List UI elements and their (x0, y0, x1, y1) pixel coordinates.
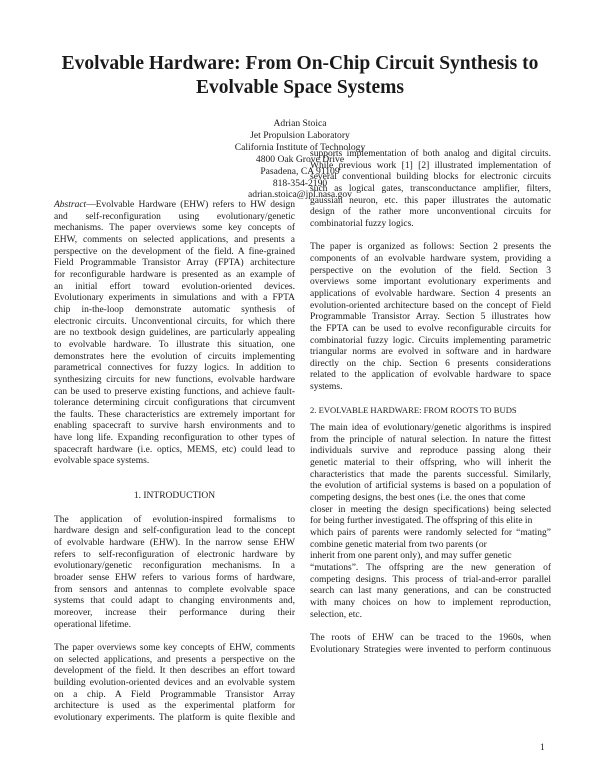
text-line: building evolution-oriented devices and an evolvable system (54, 677, 295, 688)
paragraph-last-line: systems. (310, 382, 343, 393)
right-column (310, 149, 551, 656)
text-line: Field Programmable Transistor Array (FPTA) architecture (54, 258, 295, 269)
text-line: competing designs. This process of trial-and-error parallel (310, 574, 551, 585)
text-line: Evolutionary experiments in simulations and with a FPTA (54, 293, 295, 304)
text-line: evolutionary/genetic reconfiguration mechanisms. In a (54, 561, 295, 572)
text-line: characteristics that made the parents successful. Similarly, (310, 469, 551, 480)
text-line: tolerance determining circuit configurations that circumvent (54, 398, 295, 409)
paragraph-lines (310, 563, 551, 610)
section-2-paragraph-1 (310, 423, 551, 621)
text-line: to evolvable hardware. To illustrate this situation, one (54, 339, 295, 350)
paragraph-line: combine genetic material from two parents (or (310, 539, 487, 550)
text-line: the FPTA can be used to evolve reconfigurable circuits for (310, 323, 551, 334)
text-line: search can last many generations, and can be constructed (310, 586, 551, 597)
section-1-paragraph-2 (54, 643, 295, 725)
section-1-heading (54, 491, 295, 503)
text-line: with many choices on how to implement reproduction, (310, 597, 551, 608)
author-institute: California Institute of Technology (234, 141, 366, 153)
abstract-last-line: evolvable space systems. (54, 456, 150, 467)
text-line: systems that could adapt to changing environments and, (54, 596, 295, 607)
text-line: from the principle of natural selection. In nature the fittest (310, 434, 551, 445)
section-number: 1. (133, 491, 144, 502)
text-line: enabling spacecraft to survive harsh environments and to (54, 421, 295, 432)
text-line: electronic circuits. Unconventional circuits, for which there (54, 316, 295, 327)
text-line: components of an evolvable hardware system, providing a (310, 253, 551, 264)
section-2-paragraph-2 (310, 633, 551, 656)
text-line: evolution-oriented architecture based on the concept of Field (310, 300, 551, 311)
text-line: synthesizing circuits for new functions, evolvable hardware (54, 374, 295, 385)
paragraph-last-line: selection, etc. (310, 609, 362, 620)
paragraph-lines (54, 643, 295, 725)
text-line: The main idea of evolutionary/genetic algorithms is inspired (310, 423, 551, 434)
author-phone: 818-354-2190 (272, 177, 328, 189)
section-title-rest: : FROM ROOTS TO BUDS (419, 405, 517, 416)
text-line: related to the application of evolvable hardware to space (310, 370, 551, 381)
paragraph-line: competing designs, the best ones (i.e. the ones that come (310, 493, 526, 504)
section-title-rest: NTRODUCTION (146, 491, 216, 502)
text-line: genetic material to their offspring, who will inherit the (310, 458, 551, 469)
text-line: chip in-the-loop demonstrate automatic synthesis of (54, 304, 295, 315)
text-line: mechanisms. The paper overviews some key concepts of (54, 223, 295, 234)
paragraph-lines (310, 633, 551, 656)
paragraph-last-line: operational lifetime. (54, 619, 132, 630)
text-line: refers to self-reconfiguration of electronic hardware by (54, 549, 295, 560)
paragraph-lines (310, 505, 551, 517)
text-line: “mutations”. The offspring are the new generation of (310, 562, 551, 573)
text-line: design of the rather more unconventional circuits for (310, 207, 551, 218)
text-line: such as logical gates, transconductance amplifier, filters, (310, 183, 551, 194)
paragraph-lines (310, 423, 551, 493)
text-line: perspective on the evolution of the field. Section 3 (310, 265, 551, 276)
text-line: for reconfigurable hardware is presented as an example of (54, 269, 295, 280)
paragraph-lines (54, 515, 295, 620)
text-line: of evolvable hardware (EHW). In the narrow sense EHW (54, 538, 295, 549)
text-line: closer in meeting the design specifications) being selected (310, 504, 551, 515)
text-line: demonstrates here the evolution of circuits implementing (54, 351, 295, 362)
author-city: Pasadena, CA 91109 (260, 165, 340, 177)
paragraph-lines (310, 149, 551, 219)
text-line: triangular norms are evolved in software and in hardware (310, 347, 551, 358)
text-line: and self-reconfiguration using evolutionary/genetic (54, 211, 295, 222)
text-line: perspective on the development of the field. A fine-grained (54, 246, 295, 257)
section-number: 2. (310, 405, 319, 416)
section-title-initial: E (318, 405, 324, 416)
paragraph-last-line: combinatorial fuzzy logics. (310, 218, 414, 229)
text-line: individuals survive and reproduce passing along their (310, 446, 551, 457)
text-line: have long life. Expanding reconfiguration to other types of (54, 433, 295, 444)
text-line: moreover, increase their performance during their (54, 607, 295, 618)
intro-continued-paragraph (310, 149, 551, 231)
text-line: broader sense EHW refers to various forms of hardware, (54, 573, 295, 583)
text-line: on a chip. A Field Programmable Transistor Array (54, 689, 295, 700)
section-2-heading (310, 405, 551, 417)
abstract-body (54, 212, 295, 457)
text-line: applications of evolvable hardware. Section 4 presents an (310, 288, 551, 299)
text-line: supports implementation of both analog and digital circuits. (310, 149, 551, 159)
text-line: EHW, comments on selected applications, and presents a (54, 234, 295, 245)
author-street: 4800 Oak Grove Drive (255, 153, 345, 165)
text-line: evolutionary experiments. The platform is quite flexible and (54, 712, 295, 723)
text-line: architecture is used as the experimental platform for (54, 701, 295, 712)
abstract-text: —Evolvable Hardware (EHW) refers to HW design (86, 200, 295, 210)
author-name: Adrian Stoica (273, 118, 327, 129)
title-line: Evolvable Space Systems (195, 77, 404, 98)
section-title-mid: VOLVABLE HARDWARE (323, 405, 420, 416)
text-line: The paper overviews some key concepts of EHW, comments (54, 642, 295, 653)
abstract-label: Abstract (54, 200, 87, 210)
text-line: combinatorial fuzzy logic. Circuits implementing parametric (310, 335, 551, 346)
author-email: adrian.stoica@jpl.nasa.gov (248, 189, 352, 201)
text-line: directly on the chip. Section 6 presents considerations (310, 358, 551, 369)
text-line: development of the field. It then describes an effort toward (54, 666, 295, 677)
text-line: can be used to preserve existing functions, and achieve fault- (54, 386, 295, 397)
abstract (54, 200, 295, 468)
text-line: the faults. These characteristics are extremely important for (54, 409, 295, 420)
paper-title (40, 52, 560, 100)
text-line: spacecraft hardware (i.e. optics, MEMS, etc) could lead to (54, 444, 295, 455)
abstract-first-line (54, 200, 295, 212)
text-line: The roots of EHW can be traced to the 1960s, when (310, 632, 551, 643)
text-line: The application of evolution-inspired formalisms to (54, 514, 295, 525)
section-title-initial: I (143, 491, 147, 502)
text-line: The paper is organized as follows: Section 2 presents the (310, 242, 551, 253)
text-line: overviews some important evolutionary experiments and (310, 277, 551, 288)
paragraph-lines (310, 242, 551, 382)
text-line: parametrical connectives for fuzzy logics. In addition to (54, 363, 295, 374)
title-line: Evolvable Hardware: From On-Chip Circuit Synthesis to (61, 53, 539, 74)
text-line: the evolution of artificial systems is based on a population of (310, 481, 551, 492)
paragraph-line: for being further investigated. The offspring of this elite in (310, 516, 533, 527)
text-line: an initial effort toward evolution-oriented devices. (54, 281, 295, 292)
text-line: Programmable Transistor Array. Section 5 illustrates how (310, 312, 551, 323)
paragraph-lines (310, 528, 551, 540)
text-line: from sensors and antennas to complete evolvable space (54, 584, 295, 595)
section-1-paragraph-1 (54, 515, 295, 632)
page-number: 1 (540, 743, 545, 753)
text-line: gaussian neuron, etc. this paper illustrates the automatic (310, 195, 551, 206)
author-affiliation: Jet Propulsion Laboratory (250, 129, 350, 141)
organization-paragraph (310, 242, 551, 394)
text-line: on selected applications, and presents a perspective on the (54, 654, 295, 665)
text-line: hardware design and self-configuration lead to the concept (54, 526, 295, 537)
left-column (54, 200, 295, 725)
text-line: several conventional building blocks for electronic circuits (310, 172, 551, 183)
text-line: While previous work [1] [2] illustrated implementation of (310, 160, 551, 171)
text-line: are no textbook design guidelines, are particularly appealing (54, 328, 295, 339)
text-line: which pairs of parents were randomly selected for “mating” (310, 528, 551, 538)
text-line: Evolutionary Strategies were invented to perform continuous (310, 644, 551, 655)
paragraph-line: inherit from one parent only), and may suffer genetic (310, 551, 512, 562)
